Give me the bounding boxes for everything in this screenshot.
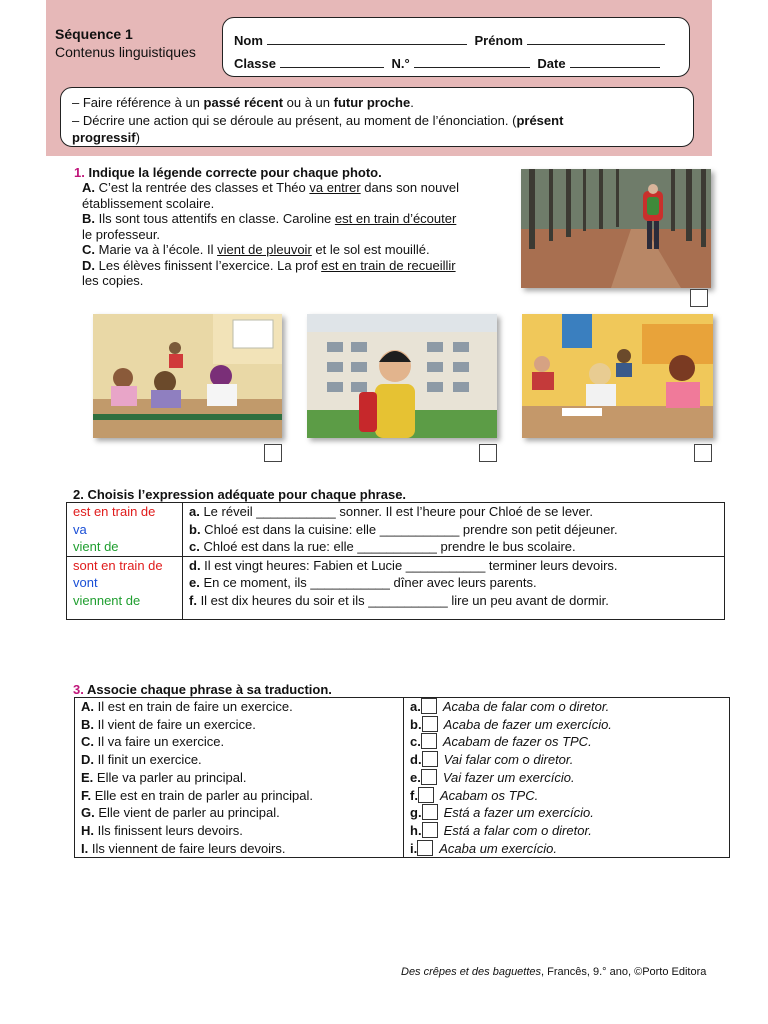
list-item: I. Ils viennent de faire leurs devoirs. <box>81 840 286 856</box>
expression-item: sont en train de <box>73 557 163 573</box>
expression-item: vient de <box>73 539 119 554</box>
attentive-class-illustration <box>522 314 713 438</box>
sentence-e: e. En ce moment, ils ___________ dîner avec leurs parents. <box>189 575 537 590</box>
info-row-1 <box>234 32 669 48</box>
expression-item: va <box>73 521 87 537</box>
list-item: b. Acaba de fazer um exercício. <box>410 716 612 732</box>
list-item: h. Está a falar com o diretor. <box>410 822 592 838</box>
student-info-box <box>222 17 690 77</box>
answer-checkbox[interactable] <box>422 716 438 732</box>
answer-checkbox[interactable] <box>418 787 434 803</box>
list-item: i. Acaba um exercício. <box>410 840 558 856</box>
objective-2: – Décrire une action qui se déroule au présent, au moment de l’énonciation. (présent progressif) <box>72 113 564 145</box>
numero-field[interactable] <box>414 55 530 68</box>
exercise-3-table <box>74 697 730 858</box>
list-item: D. Il finit un exercice. <box>81 752 202 768</box>
photo-attentive-class-checkbox[interactable] <box>694 444 712 462</box>
photo-classroom-writing-checkbox[interactable] <box>264 444 282 462</box>
caption-a: A. C’est la rentrée des classes et Théo va entrer dans son nouvel établissement scolaire. <box>82 180 459 211</box>
date-label: Date <box>537 56 566 71</box>
exercise-2-title: 2. Choisis l’expression adéquate pour chaque phrase. <box>73 487 407 502</box>
info-row-2 <box>234 55 664 71</box>
list-item: g. Está a fazer um exercício. <box>410 805 594 821</box>
expression-item: vont <box>73 575 98 590</box>
answer-checkbox[interactable] <box>421 769 437 785</box>
french-sentences <box>75 698 404 858</box>
sequence-subtitle: Contenus linguistiques <box>55 44 196 60</box>
expression-group-2 <box>67 556 183 619</box>
list-item: e. Vai fazer um exercício. <box>410 769 575 785</box>
answer-checkbox[interactable] <box>422 751 438 767</box>
classe-field[interactable] <box>280 55 384 68</box>
table-row <box>67 503 725 557</box>
list-item: F. Elle est en train de parler au principal. <box>81 787 313 803</box>
nom-field[interactable] <box>267 32 467 45</box>
photo-forest-checkbox[interactable] <box>690 289 708 307</box>
list-item: G. Elle vient de parler au principal. <box>81 805 280 821</box>
list-item: f. Acabam os TPC. <box>410 787 539 803</box>
caption-b: B. Ils sont tous attentifs en classe. Caroline est en train d’écouter le professeur. <box>82 211 457 242</box>
photo-boy-backpack-checkbox[interactable] <box>479 444 497 462</box>
expression-group-1 <box>67 503 183 557</box>
list-item: a. Acaba de falar com o diretor. <box>410 699 610 714</box>
classroom-writing-illustration <box>93 314 282 438</box>
sentences-group-1 <box>183 503 725 557</box>
photo-classroom-writing <box>93 314 282 438</box>
objective-1: – Faire référence à un passé récent ou à un futur proche. <box>72 95 414 110</box>
answer-checkbox[interactable] <box>422 804 438 820</box>
list-item: d. Vai falar com o diretor. <box>410 752 574 768</box>
answer-checkbox[interactable] <box>417 840 433 856</box>
boy-backpack-illustration <box>307 314 497 438</box>
photo-forest-walk <box>521 169 711 288</box>
table-row <box>75 698 730 858</box>
list-item: c. Acabam de fazer os TPC. <box>410 734 592 750</box>
list-item: C. Il va faire un exercice. <box>81 734 225 750</box>
sentence-b: b. Chloé est dans la cuisine: elle ___________ prendre son petit déjeuner. <box>189 521 618 537</box>
sentence-f: f. Il est dix heures du soir et ils ___________ lire un peu avant de dormir. <box>189 592 609 608</box>
forest-illustration <box>521 169 711 288</box>
list-item: A. Il est en train de faire un exercice. <box>81 699 293 714</box>
nom-label: Nom <box>234 33 263 48</box>
caption-c: C. Marie va à l’école. Il vient de pleuvoir et le sol est mouillé. <box>82 242 430 257</box>
answer-checkbox[interactable] <box>422 822 438 838</box>
caption-d: D. Les élèves finissent l’exercice. La prof est en train de recueillir les copies. <box>82 257 456 288</box>
classe-label: Classe <box>234 56 276 71</box>
objectives-box <box>60 87 694 147</box>
numero-label: N.° <box>391 56 410 71</box>
expression-item: viennent de <box>73 592 141 608</box>
sentence-a: a. Le réveil ___________ sonner. Il est l’heure pour Chloé de se lever. <box>189 504 593 519</box>
list-item: E. Elle va parler au principal. <box>81 769 247 785</box>
answer-checkbox[interactable] <box>421 733 437 749</box>
exercise-1-captions <box>82 180 502 289</box>
portuguese-translations <box>404 698 730 858</box>
table-row <box>67 556 725 619</box>
answer-checkbox[interactable] <box>421 698 437 714</box>
footer-credit: Des crêpes et des baguettes, Francês, 9.° ano, ©Porto Editora <box>401 966 707 978</box>
list-item: B. Il vient de faire un exercice. <box>81 716 256 732</box>
date-field[interactable] <box>570 55 660 68</box>
exercise-2-table <box>66 502 725 620</box>
prenom-label: Prénom <box>474 33 523 48</box>
sequence-title: Séquence 1 <box>55 26 133 42</box>
exercise-1-title: 1. Indique la légende correcte pour chaque photo. <box>74 165 382 180</box>
expression-item: est en train de <box>73 504 156 519</box>
sentence-c: c. Chloé est dans la rue: elle ___________ prendre le bus scolaire. <box>189 539 576 554</box>
sentence-d: d. Il est vingt heures: Fabien et Lucie ___________ terminer leurs devoirs. <box>189 557 618 573</box>
photo-attentive-class <box>522 314 713 438</box>
prenom-field[interactable] <box>527 32 665 45</box>
photo-boy-backpack <box>307 314 497 438</box>
list-item: H. Ils finissent leurs devoirs. <box>81 822 243 838</box>
sentences-group-2 <box>183 556 725 619</box>
exercise-3-title: 3. Associe chaque phrase à sa traduction. <box>73 682 332 697</box>
